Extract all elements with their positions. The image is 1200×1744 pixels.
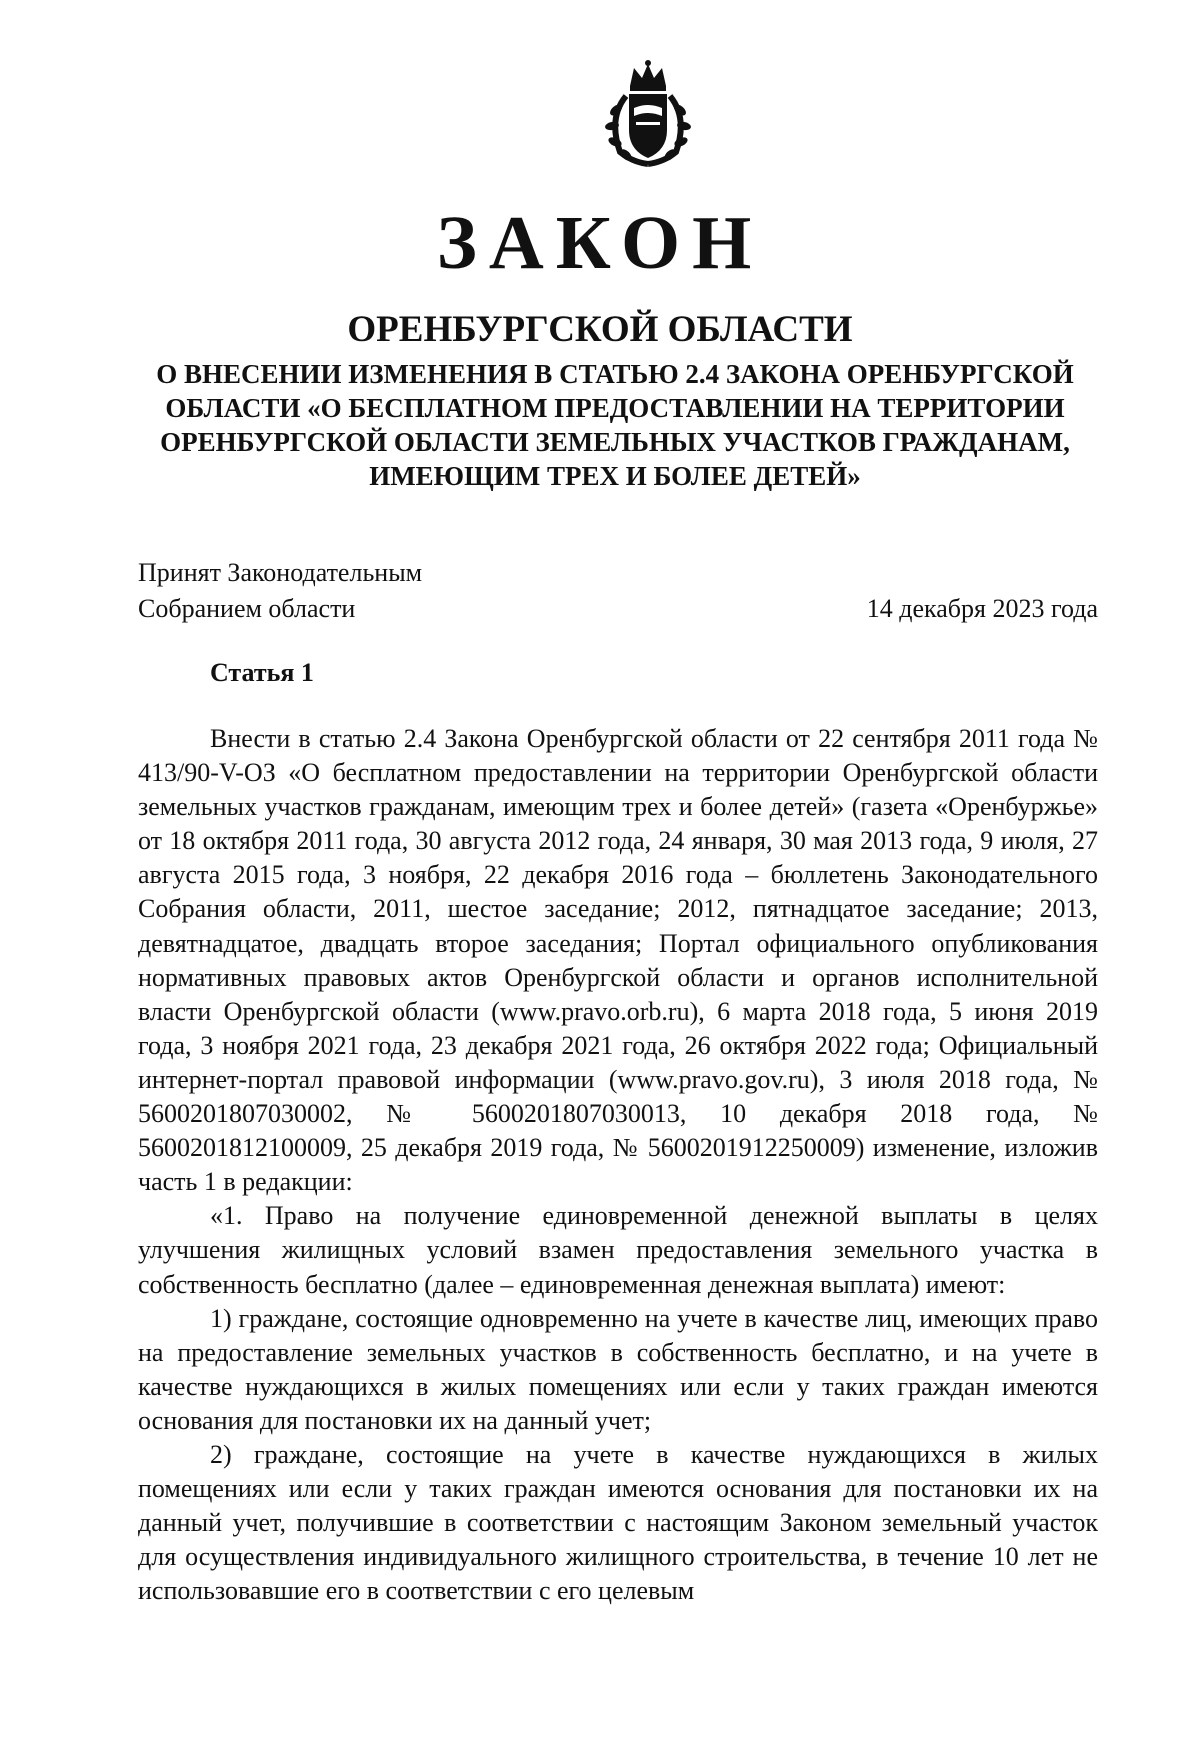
paragraph: 2) граждане, состоящие на учете в качестве нуждающихся в жилых помещениях или если у таких граждан имеются основания для постановки их на данный учет, получившие в соответствии с настоящим Законом земельный участок для осуществления индивидуального жилищного строительства, в течение 10 лет не использовавшие его в соответствии с его целевым <box>138 1439 1098 1606</box>
adopted-by-line-1: Принят Законодательным <box>138 558 423 587</box>
adoption-date: 14 декабря 2023 года <box>866 594 1098 623</box>
article-body <box>138 722 1098 1608</box>
paragraph: «1. Право на получение единовременной денежной выплаты в целях улучшения жилищных условий взамен предоставления земельного участка в собственность бесплатно (далее – единовременная денежная выплата) имеют: <box>138 1201 1098 1299</box>
region-name: ОРЕНБУРГСКОЙ ОБЛАСТИ <box>347 309 853 350</box>
article-heading: Статья 1 <box>210 658 314 687</box>
law-title: ЗАКОН <box>436 201 764 285</box>
law-subtitle: О ВНЕСЕНИИ ИЗМЕНЕНИЯ В СТАТЬЮ 2.4 ЗАКОНА ОРЕНБУРГСКОЙ ОБЛАСТИ «О БЕСПЛАТНОМ ПРЕДОСТАВЛЕНИИ НА ТЕРРИТОРИИ ОРЕНБУРГСКОЙ ОБЛАСТИ ЗЕМЕЛЬНЫХ УЧАСТКОВ ГРАЖДАНАМ, ИМЕЮЩИМ ТРЕХ И БОЛЕЕ ДЕТЕЙ» <box>156 359 1074 491</box>
adopted-by-line-2: Собранием области <box>138 594 356 623</box>
paragraph: 1) граждане, состоящие одновременно на учете в качестве лиц, имеющих право на предоставление земельных участков в собственность бесплатно, и на учете в качестве нуждающихся в жилых помещениях или если у таких граждан имеются основания для постановки их на данный учет; <box>138 1303 1098 1435</box>
adoption-block <box>138 555 1098 627</box>
orenburg-coat-of-arms-icon <box>596 58 700 168</box>
paragraph: Внести в статью 2.4 Закона Оренбургской области от 22 сентября 2011 года № 413/90-V-ОЗ «О бесплатном предоставлении на территории Оренбургской области земельных участков гражданам, имеющим трех и более детей» (газета «Оренбуржье» от 18 октября 2011 года, 30 августа 2012 года, 24 января, 30 мая 2013 года, 9 июля, 27 августа 2015 года, 3 ноября, 22 декабря 2016 года – бюллетень Законодательного Собрания области, 2011, шестое заседание; 2012, пятнадцатое заседание; 2013, девятнадцатое, двадцать второе заседания; Портал официального опубликования нормативных правовых актов Оренбургской области и органов исполнительной власти Оренбургской области (www.pravo.orb.ru), 6 марта 2018 года, 5 июня 2019 года, 3 ноября 2021 года, 23 декабря 2021 года, 26 октября 2022 года; Официальный интернет-портал правовой информации (www.pravo.gov.ru), 3 июля 2018 года, № 5600201807030002, № 5600201807030013, 10 декабря 2018 года, № 5600201812100009, 25 декабря 2019 года, № 5600201912250009) изменение, изложив часть 1 в редакции: <box>138 724 1098 1197</box>
coat-of-arms-emblem <box>596 58 700 168</box>
